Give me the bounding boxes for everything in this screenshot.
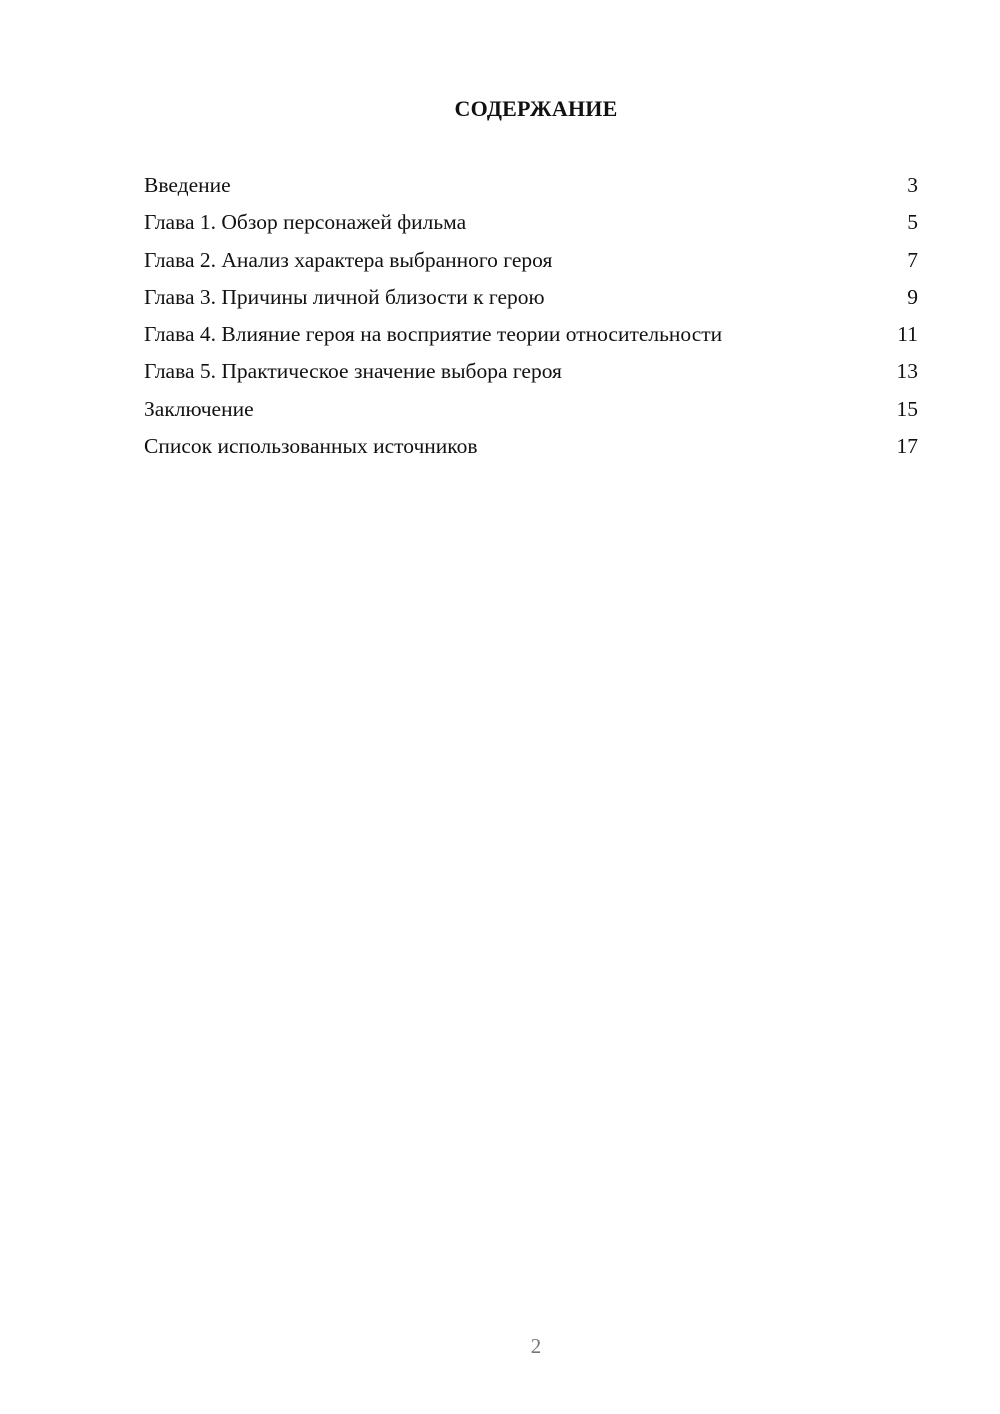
toc-entry-page: 5: [907, 210, 918, 235]
toc-entry: [144, 431, 918, 468]
page-title: СОДЕРЖАНИЕ: [454, 96, 618, 121]
toc-entry-page: 7: [907, 247, 918, 272]
toc-entry: [144, 170, 918, 207]
toc-entry-label: Список использованных источников: [144, 434, 478, 459]
toc-entry-label: Глава 1. Обзор персонажей фильма: [144, 210, 467, 235]
toc-entry-label: Глава 3. Причины личной близости к герою: [144, 284, 545, 309]
toc-entry: [144, 356, 918, 393]
toc-entry-page: 17: [896, 434, 918, 459]
toc-entry: [144, 245, 918, 282]
toc-entry-label: Введение: [144, 173, 231, 197]
toc-entry: [144, 207, 918, 244]
toc-entry-label: Глава 4. Влияние героя на восприятие теории относительности: [144, 322, 723, 347]
toc-entry-label: Глава 2. Анализ характера выбранного героя: [144, 247, 553, 272]
toc-entry: [144, 394, 918, 431]
page-number: 2: [530, 1334, 542, 1358]
toc-entry-page: 13: [896, 359, 918, 384]
toc-entry: [144, 319, 918, 356]
toc-entry-label: Глава 5. Практическое значение выбора героя: [144, 359, 562, 384]
toc-entry: [144, 282, 918, 319]
toc-entry-page: 9: [907, 284, 918, 309]
toc-entry-page: 11: [897, 322, 918, 347]
toc-entry-page: 3: [907, 173, 918, 197]
toc-entry-page: 15: [896, 396, 918, 421]
toc-entry-label: Заключение: [144, 396, 254, 421]
table-of-contents: [144, 170, 918, 468]
